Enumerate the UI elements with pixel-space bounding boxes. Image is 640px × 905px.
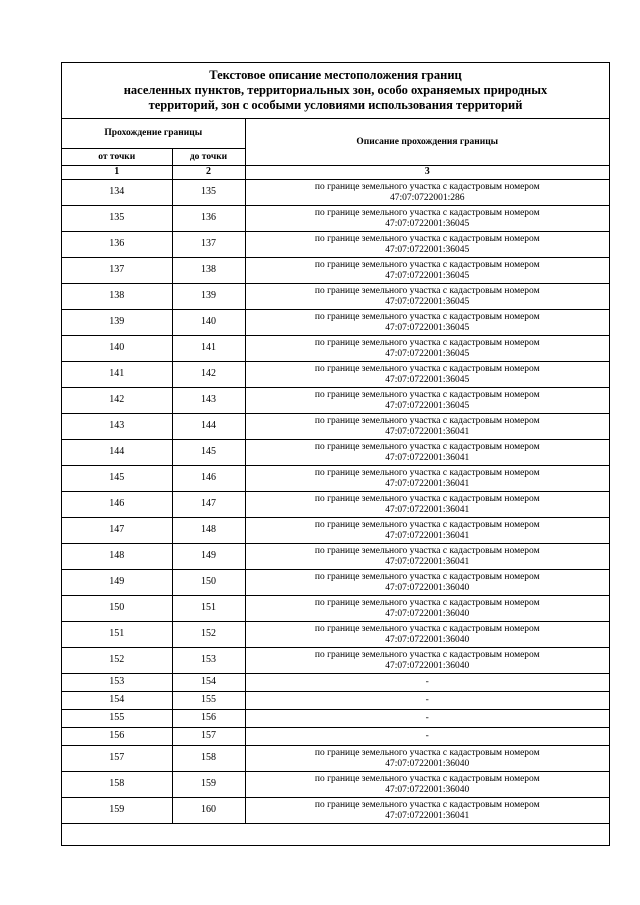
from-point-cell: 144 <box>62 440 172 466</box>
to-point-cell: 148 <box>172 518 245 544</box>
description-text: по границе земельного участка с кадастровым номером <box>314 208 540 218</box>
table-row <box>62 206 609 232</box>
to-point-cell: 139 <box>172 284 245 310</box>
to-point-cell: 140 <box>172 310 245 336</box>
description-text: по границе земельного участка с кадастровым номером <box>314 442 540 452</box>
from-point-cell: 158 <box>62 772 172 798</box>
description-text: по границе земельного участка с кадастровым номером <box>314 748 540 758</box>
table-row <box>62 544 609 570</box>
document-sheet <box>61 62 610 846</box>
from-point-cell: 142 <box>62 388 172 414</box>
boundary-table <box>62 119 609 839</box>
to-point-cell: 153 <box>172 648 245 674</box>
from-point-cell: 151 <box>62 622 172 648</box>
column-number-row <box>62 166 609 180</box>
to-point-cell: 147 <box>172 492 245 518</box>
cadastral-number: 47:07:0722001:36045 <box>385 244 470 255</box>
description-text: по границе земельного участка с кадастровым номером <box>314 312 540 322</box>
to-point-cell: 154 <box>172 674 245 692</box>
title-line-1: Текстовое описание местоположения границ <box>209 68 462 82</box>
from-point-cell: 152 <box>62 648 172 674</box>
to-point-cell: 136 <box>172 206 245 232</box>
to-point-cell: 149 <box>172 544 245 570</box>
cadastral-number: 47:07:0722001:36040 <box>385 758 470 769</box>
table-row <box>62 728 609 746</box>
table-row <box>62 466 609 492</box>
description-text: - <box>425 677 429 688</box>
from-point-cell: 138 <box>62 284 172 310</box>
to-point-cell: 151 <box>172 596 245 622</box>
to-point-header: до точки <box>172 149 245 166</box>
description-cell <box>245 310 609 336</box>
empty-trailing-row <box>62 824 609 840</box>
description-text: по границе земельного участка с кадастровым номером <box>314 650 540 660</box>
from-point-cell: 136 <box>62 232 172 258</box>
table-row <box>62 310 609 336</box>
table-row <box>62 388 609 414</box>
description-cell <box>245 518 609 544</box>
description-cell <box>245 674 609 692</box>
description-cell <box>245 232 609 258</box>
description-text: по границе земельного участка с кадастровым номером <box>314 338 540 348</box>
description-text: по границе земельного участка с кадастровым номером <box>314 364 540 374</box>
table-row <box>62 180 609 206</box>
from-point-cell: 159 <box>62 798 172 824</box>
description-cell <box>245 258 609 284</box>
cadastral-number: 47:07:0722001:36041 <box>385 810 470 821</box>
cadastral-number: 47:07:0722001:36045 <box>385 374 470 385</box>
description-cell <box>245 570 609 596</box>
table-row <box>62 362 609 388</box>
description-text: по границе земельного участка с кадастровым номером <box>314 520 540 530</box>
title-line-2: населенных пунктов, территориальных зон, особо охраняемых природных <box>123 83 548 97</box>
description-cell <box>245 206 609 232</box>
description-cell <box>245 692 609 710</box>
from-point-cell: 148 <box>62 544 172 570</box>
cadastral-number: 47:07:0722001:36041 <box>385 426 470 437</box>
to-point-cell: 158 <box>172 746 245 772</box>
cadastral-number: 47:07:0722001:36045 <box>385 218 470 229</box>
empty-cell <box>62 824 609 840</box>
description-text: по границе земельного участка с кадастровым номером <box>314 390 540 400</box>
from-point-cell: 134 <box>62 180 172 206</box>
column-number-2: 2 <box>172 166 245 180</box>
description-cell <box>245 648 609 674</box>
from-point-cell: 150 <box>62 596 172 622</box>
cadastral-number: 47:07:0722001:36045 <box>385 400 470 411</box>
to-point-cell: 138 <box>172 258 245 284</box>
cadastral-number: 47:07:0722001:36040 <box>385 660 470 671</box>
description-cell <box>245 798 609 824</box>
from-point-cell: 156 <box>62 728 172 746</box>
to-point-cell: 141 <box>172 336 245 362</box>
to-point-cell: 157 <box>172 728 245 746</box>
from-point-cell: 140 <box>62 336 172 362</box>
table-row <box>62 622 609 648</box>
to-point-cell: 159 <box>172 772 245 798</box>
description-text: по границе земельного участка с кадастровым номером <box>314 546 540 556</box>
table-row <box>62 440 609 466</box>
description-cell <box>245 336 609 362</box>
table-row <box>62 692 609 710</box>
passage-header: Прохождение границы <box>62 119 245 149</box>
description-cell <box>245 440 609 466</box>
from-point-cell: 139 <box>62 310 172 336</box>
description-text: по границе земельного участка с кадастровым номером <box>314 598 540 608</box>
table-row <box>62 284 609 310</box>
cadastral-number: 47:07:0722001:36041 <box>385 530 470 541</box>
from-point-cell: 146 <box>62 492 172 518</box>
from-point-cell: 147 <box>62 518 172 544</box>
to-point-cell: 144 <box>172 414 245 440</box>
table-row <box>62 492 609 518</box>
cadastral-number: 47:07:0722001:36045 <box>385 296 470 307</box>
description-text: по границе земельного участка с кадастровым номером <box>314 800 540 810</box>
description-text: по границе земельного участка с кадастровым номером <box>314 286 540 296</box>
to-point-cell: 137 <box>172 232 245 258</box>
description-cell <box>245 596 609 622</box>
to-point-cell: 143 <box>172 388 245 414</box>
to-point-cell: 160 <box>172 798 245 824</box>
table-row <box>62 570 609 596</box>
description-cell <box>245 710 609 728</box>
cadastral-number: 47:07:0722001:36045 <box>385 270 470 281</box>
cadastral-number: 47:07:0722001:36041 <box>385 478 470 489</box>
title-line-3: территорий, зон с особыми условиями использования территорий <box>148 98 523 112</box>
table-row <box>62 772 609 798</box>
description-text: по границе земельного участка с кадастровым номером <box>314 624 540 634</box>
table-row <box>62 710 609 728</box>
to-point-cell: 145 <box>172 440 245 466</box>
table-row <box>62 258 609 284</box>
description-text: по границе земельного участка с кадастровым номером <box>314 774 540 784</box>
table-row <box>62 596 609 622</box>
description-cell <box>245 772 609 798</box>
to-point-cell: 142 <box>172 362 245 388</box>
description-text: по границе земельного участка с кадастровым номером <box>314 572 540 582</box>
document-title <box>62 63 609 119</box>
description-cell <box>245 492 609 518</box>
description-text: - <box>425 713 429 724</box>
to-point-cell: 135 <box>172 180 245 206</box>
cadastral-number: 47:07:0722001:36040 <box>385 582 470 593</box>
table-row <box>62 414 609 440</box>
cadastral-number: 47:07:0722001:36040 <box>385 784 470 795</box>
table-row <box>62 232 609 258</box>
description-cell <box>245 284 609 310</box>
from-point-cell: 135 <box>62 206 172 232</box>
cadastral-number: 47:07:0722001:36045 <box>385 348 470 359</box>
description-text: по границе земельного участка с кадастровым номером <box>314 468 540 478</box>
table-row <box>62 336 609 362</box>
header-row-1 <box>62 119 609 149</box>
column-number-1: 1 <box>62 166 172 180</box>
description-cell <box>245 466 609 492</box>
from-point-cell: 157 <box>62 746 172 772</box>
cadastral-number: 47:07:0722001:36040 <box>385 634 470 645</box>
description-text: по границе земельного участка с кадастровым номером <box>314 234 540 244</box>
description-text: - <box>425 695 429 706</box>
description-cell <box>245 746 609 772</box>
description-cell <box>245 388 609 414</box>
description-cell <box>245 728 609 746</box>
cadastral-number: 47:07:0722001:36041 <box>385 556 470 567</box>
description-cell <box>245 414 609 440</box>
column-number-3: 3 <box>245 166 609 180</box>
cadastral-number: 47:07:0722001:36041 <box>385 504 470 515</box>
to-point-cell: 150 <box>172 570 245 596</box>
table-row <box>62 674 609 692</box>
to-point-cell: 156 <box>172 710 245 728</box>
from-point-cell: 137 <box>62 258 172 284</box>
description-text: по границе земельного участка с кадастровым номером <box>314 416 540 426</box>
cadastral-number: 47:07:0722001:286 <box>390 192 465 203</box>
to-point-cell: 155 <box>172 692 245 710</box>
to-point-cell: 152 <box>172 622 245 648</box>
from-point-cell: 149 <box>62 570 172 596</box>
from-point-header: от точки <box>62 149 172 166</box>
description-cell <box>245 622 609 648</box>
description-text: по границе земельного участка с кадастровым номером <box>314 182 540 192</box>
description-text: - <box>425 731 429 742</box>
to-point-cell: 146 <box>172 466 245 492</box>
cadastral-number: 47:07:0722001:36045 <box>385 322 470 333</box>
table-row <box>62 746 609 772</box>
description-text: по границе земельного участка с кадастровым номером <box>314 260 540 270</box>
from-point-cell: 155 <box>62 710 172 728</box>
from-point-cell: 141 <box>62 362 172 388</box>
description-cell <box>245 362 609 388</box>
cadastral-number: 47:07:0722001:36041 <box>385 452 470 463</box>
from-point-cell: 145 <box>62 466 172 492</box>
description-cell <box>245 544 609 570</box>
from-point-cell: 154 <box>62 692 172 710</box>
table-row <box>62 798 609 824</box>
description-text: по границе земельного участка с кадастровым номером <box>314 494 540 504</box>
from-point-cell: 153 <box>62 674 172 692</box>
description-header: Описание прохождения границы <box>245 119 609 166</box>
table-row <box>62 648 609 674</box>
description-cell <box>245 180 609 206</box>
cadastral-number: 47:07:0722001:36040 <box>385 608 470 619</box>
table-row <box>62 518 609 544</box>
from-point-cell: 143 <box>62 414 172 440</box>
